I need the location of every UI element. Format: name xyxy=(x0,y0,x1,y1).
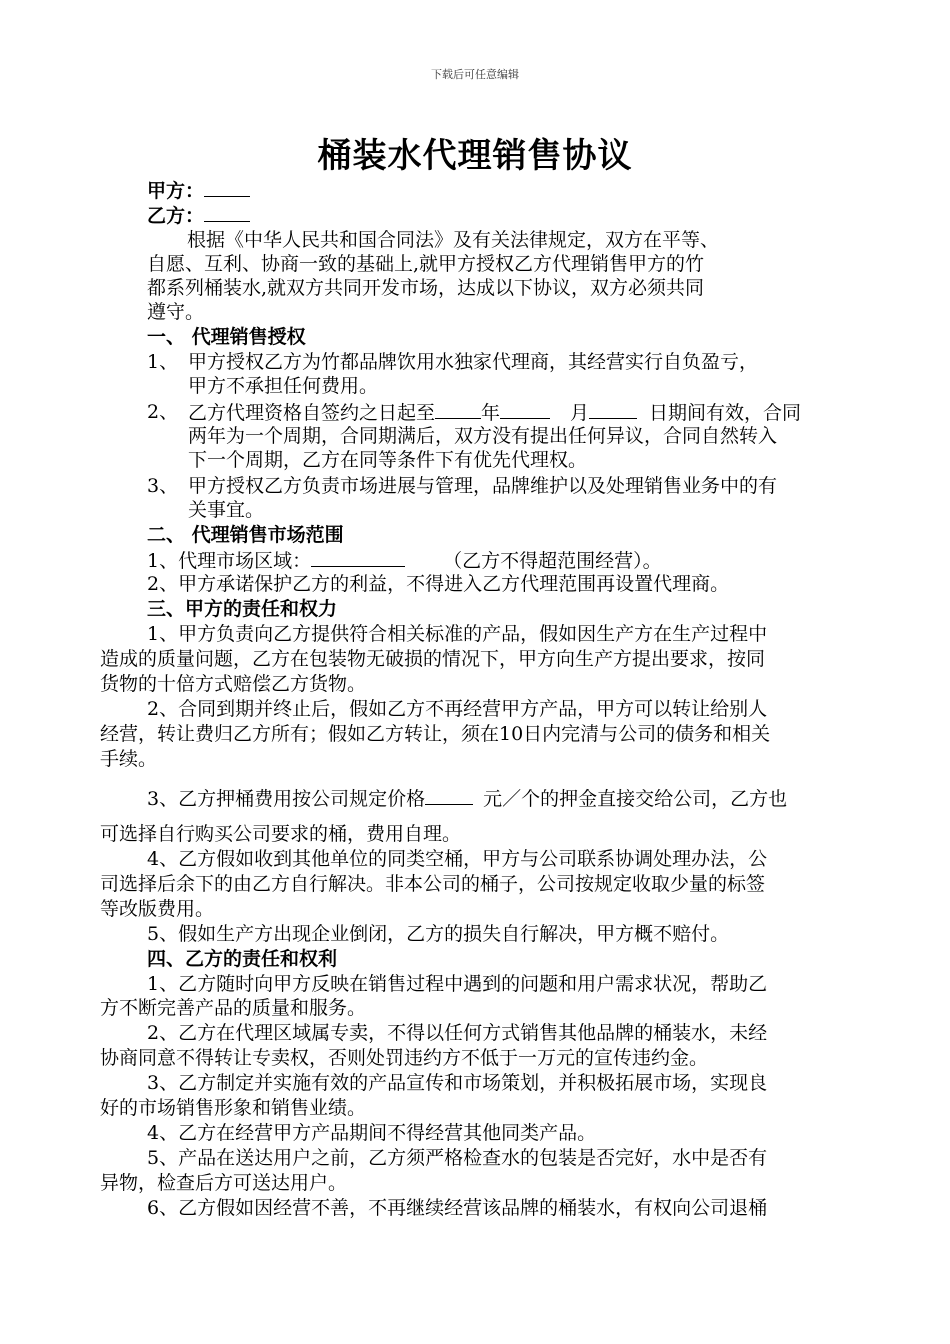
s4-p5-line: 5、产品在送达用户之前，乙方须严格检查水的包装是否完好，水中是否有 xyxy=(147,1147,768,1169)
s3-p3-text-a: 3、乙方押桶费用按公司规定价格 xyxy=(147,788,426,810)
section-4-heading: 四、乙方的责任和权利 xyxy=(147,948,338,970)
s3-p1-line: 货物的十倍方式赔偿乙方货物。 xyxy=(100,673,367,695)
s4-p1-line: 1、乙方随时向甲方反映在销售过程中遇到的问题和用户需求状况，帮助乙 xyxy=(147,973,768,995)
party-a-line xyxy=(147,178,250,203)
party-b-label: 乙方： xyxy=(147,205,205,227)
s3-p2-line: 手续。 xyxy=(100,748,158,770)
party-b-blank xyxy=(204,203,250,222)
section-3-heading: 三、甲方的责任和权力 xyxy=(147,598,338,620)
year-blank xyxy=(435,400,481,419)
s3-p4-line: 4、乙方假如收到其他单位的同类空桶，甲方与公司联系协调处理办法，公 xyxy=(147,848,768,870)
s3-p1-line: 1、甲方负责向乙方提供符合相关标准的产品，假如因生产方在生产过程中 xyxy=(147,623,768,645)
day-blank xyxy=(589,400,637,419)
s4-p3-line: 好的市场销售形象和销售业绩。 xyxy=(100,1097,367,1119)
s4-p6-line: 6、乙方假如因经营不善，不再继续经营该品牌的桶装水，有权向公司退桶 xyxy=(147,1197,768,1219)
s2-item-1-label: 1、代理市场区域： xyxy=(147,550,312,572)
section-1-heading: 一、 代理销售授权 xyxy=(147,326,306,348)
s4-p3-line: 3、乙方制定并实施有效的产品宣传和市场策划，并积极拓展市场，实现良 xyxy=(147,1072,768,1094)
s1-item-2-text-d: 日期间有效，合同 xyxy=(649,402,802,424)
s4-p4-line: 4、乙方在经营甲方产品期间不得经营其他同类产品。 xyxy=(147,1122,597,1144)
s1-item-1-line: 甲方不承担任何费用。 xyxy=(188,375,379,397)
s4-p2-line: 协商同意不得转让专卖权，否则处罚违约方不低于一万元的宣传违约金。 xyxy=(100,1047,709,1069)
s1-item-1-line: 甲方授权乙方为竹都品牌饮用水独家代理商，其经营实行自负盈亏， xyxy=(188,351,759,373)
s2-item-2: 2、甲方承诺保护乙方的利益，不得进入乙方代理范围再设置代理商。 xyxy=(147,573,730,595)
month-blank xyxy=(500,400,550,419)
market-area-blank xyxy=(311,548,405,567)
s1-item-2-text-c: 月 xyxy=(570,402,590,424)
s3-p5-line: 5、假如生产方出现企业倒闭，乙方的损失自行解决，甲方概不赔付。 xyxy=(147,923,730,945)
intro-line: 都系列桶装水,就双方共同开发市场，达成以下协议，双方必须共同 xyxy=(147,277,705,299)
s2-item-1-note: （乙方不得超范围经营）。 xyxy=(443,550,662,572)
intro-line: 遵守。 xyxy=(147,301,205,323)
s3-p2-line: 经营，转让费归乙方所有；假如乙方转让，须在10日内完清与公司的债务和相关 xyxy=(100,723,771,745)
header-note: 下载后可任意编辑 xyxy=(431,68,519,81)
s3-p2-line: 2、合同到期并终止后，假如乙方不再经营甲方产品，甲方可以转让给别人 xyxy=(147,698,768,720)
party-a-blank xyxy=(204,178,250,197)
s1-item-3-line: 关事宜。 xyxy=(188,499,265,521)
s2-item-1 xyxy=(147,548,662,573)
document-title: 桶装水代理销售协议 xyxy=(317,136,633,176)
section-2-heading: 二、 代理销售市场范围 xyxy=(147,524,344,546)
s1-item-3-num: 3、 xyxy=(147,475,179,497)
intro-line: 根据《中华人民共和国合同法》及有关法律规定，双方在平等、 xyxy=(187,229,720,251)
s3-p1-line: 造成的质量问题，乙方在包装物无破损的情况下，甲方向生产方提出要求，按同 xyxy=(100,648,766,670)
s3-p3-line xyxy=(147,786,787,811)
s1-item-2-line: 下一个周期，乙方在同等条件下有优先代理权。 xyxy=(188,449,588,471)
s3-p4-line: 司选择后余下的由乙方自行解决。非本公司的桶子，公司按规定收取少量的标签 xyxy=(100,873,766,895)
s1-item-2-text-b: 年 xyxy=(481,402,501,424)
s3-p3-text-b: 元／个的押金直接交给公司，乙方也 xyxy=(483,788,788,810)
intro-line: 自愿、互利、协商一致的基础上,就甲方授权乙方代理销售甲方的竹 xyxy=(147,253,705,275)
s4-p1-line: 方不断完善产品的质量和服务。 xyxy=(100,997,367,1019)
s1-item-2-line xyxy=(188,400,801,425)
s1-item-1-num: 1、 xyxy=(147,351,179,373)
party-a-label: 甲方： xyxy=(147,180,205,202)
s4-p2-line: 2、乙方在代理区域属专卖，不得以任何方式销售其他品牌的桶装水，未经 xyxy=(147,1022,768,1044)
party-b-line xyxy=(147,203,250,228)
s1-item-2-line: 两年为一个周期，合同期满后，双方没有提出任何异议，合同自然转入 xyxy=(188,425,778,447)
s3-p4-line: 等改版费用。 xyxy=(100,898,215,920)
s4-p5-line: 异物，检查后方可送达用户。 xyxy=(100,1172,348,1194)
s3-p3-line: 可选择自行购买公司要求的桶，费用自理。 xyxy=(100,823,462,845)
s1-item-2-text-a: 乙方代理资格自签约之日起至 xyxy=(188,402,436,424)
deposit-blank xyxy=(425,786,473,805)
s1-item-2-num: 2、 xyxy=(147,401,179,423)
s1-item-3-line: 甲方授权乙方负责市场进展与管理，品牌维护以及处理销售业务中的有 xyxy=(188,475,778,497)
